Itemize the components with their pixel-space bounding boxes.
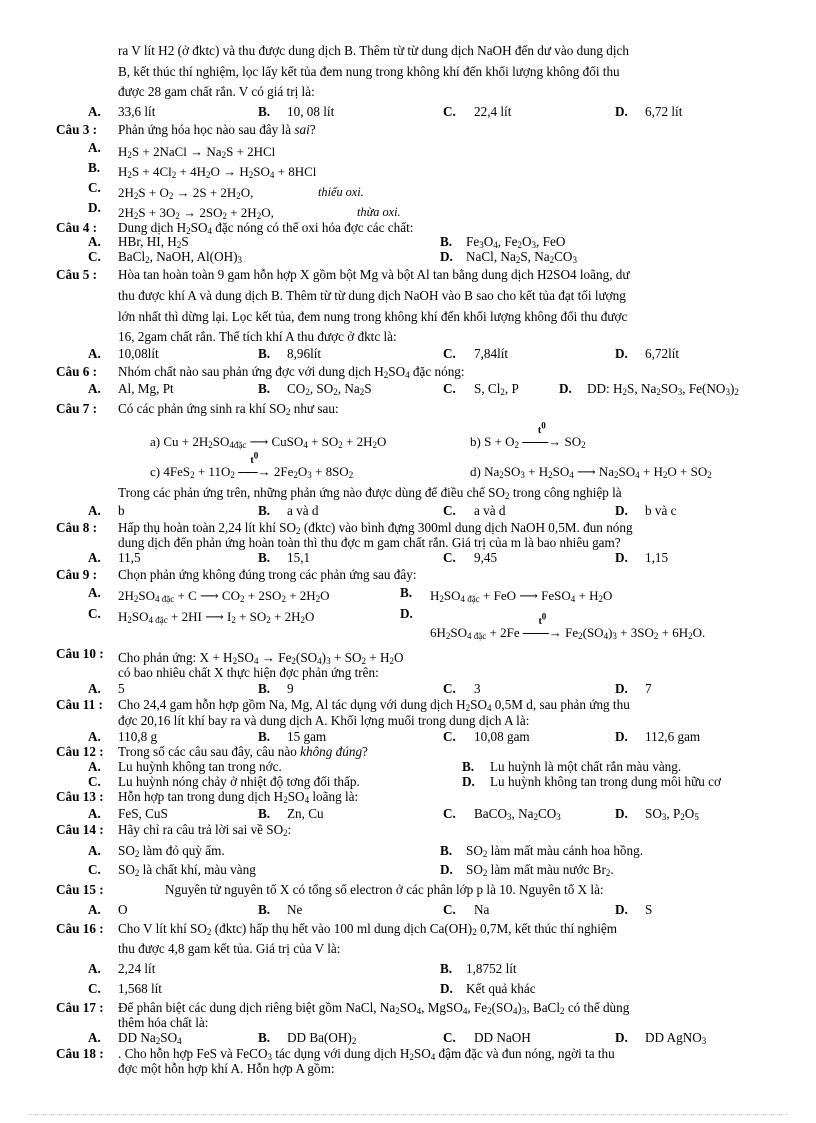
option-letter-b: B. — [258, 902, 271, 917]
option-letter-d: D. — [615, 729, 628, 744]
question-7-reaction-a: a) $Cu + 2H_2SO_{4đặc}$ ⟶ CuSO$_4$ + $SO_2 + 2H_2O$ — [150, 434, 387, 450]
arrow-icon: → — [261, 650, 275, 665]
question-11-option-b: 15 gam — [287, 729, 327, 744]
arrow-icon: ⟶ — [205, 609, 224, 624]
arrow-icon: ⟶ — [249, 434, 269, 449]
option-letter-b: B. — [462, 759, 475, 774]
option-letter-c: C. — [88, 180, 101, 195]
question-15-text: Nguyên tử nguyên tố X có tổng số electron ở các phân lớp p là 10. Nguyên tố X là: — [165, 882, 604, 897]
question-11-option-a: 110,8 g — [118, 729, 158, 744]
option-letter-b: B. — [258, 1030, 271, 1045]
intro-option-a: 33,6 lít — [118, 104, 156, 119]
question-9-option-a: $2H_2SO_{4 đặc} + C$ ⟶ $CO_2 + 2SO_2 + 2H_2O$ — [118, 588, 330, 604]
option-letter-a: A. — [88, 550, 101, 565]
option-letter-c: C. — [88, 774, 101, 789]
option-letter-a: A. — [88, 806, 101, 821]
question-5-label: Câu 5 : — [56, 267, 98, 282]
question-3-option-c: $2H_2S + O_2 \to 2S + 2H_2O$, — [118, 185, 254, 201]
question-12-option-c: Lu huỳnh nóng chảy ở nhiệt độ tơng đối thấp. — [118, 774, 360, 789]
question-9-option-d: $6H_2SO_{4 đặc} + 2Fe$ $t^0$ ⎯⎯⎯⎯→ $Fe_2(SO_4)_3 + 3SO_2 + 6H_2O$. — [430, 611, 706, 641]
question-16-label: Câu 16 : — [56, 921, 104, 936]
question-18-label: Câu 18 : — [56, 1046, 104, 1061]
question-13-label: Câu 13 : — [56, 789, 104, 804]
question-11-option-d: 112,6 gam — [645, 729, 701, 744]
question-15-label: Câu 15 : — [56, 882, 104, 897]
question-4-label: Câu 4 : — [56, 220, 98, 235]
question-6-option-c: S, $Cl_2$, P — [474, 381, 519, 397]
question-5-line-2: thu được khí A và dung dịch B. Thêm từ từ dung dịch NaOH vào B sao cho kết tủa đạt tối lượng — [118, 288, 626, 303]
page-bottom-divider — [28, 1114, 788, 1115]
question-17-line-1: Để phân biệt các dung dịch riêng biệt gồm NaCl, $Na_2SO_4$, MgSO$_4$, $Fe_2(SO_4)_3$, BaCl$_2$ có thể dùng — [118, 1000, 630, 1016]
option-letter-c: C. — [443, 503, 456, 518]
arrow-icon: $t^0$ ⎯⎯⎯→ — [238, 450, 271, 479]
arrow-icon: $t^0$ ⎯⎯⎯⎯→ — [522, 611, 562, 640]
question-7-option-c: a và d — [474, 503, 506, 518]
question-11-option-c: 10,08 gam — [474, 729, 530, 744]
question-14-label: Câu 14 : — [56, 822, 104, 837]
question-4-option-d: NaCl, $Na_2S$, $Na_2CO_3$ — [466, 249, 577, 265]
question-12-emphasis: không đúng — [300, 744, 363, 759]
option-letter-a: A. — [88, 1030, 101, 1045]
option-letter-c: C. — [443, 729, 456, 744]
question-13-option-b: Zn, Cu — [287, 806, 324, 821]
question-13-option-c: BaCO$_3$, $Na_2CO_3$ — [474, 806, 561, 822]
option-letter-a: A. — [88, 346, 101, 361]
question-10-option-d: 7 — [645, 681, 652, 696]
question-7-reaction-c: c) $4FeS_2 + 11O_2$ $t^0$ ⎯⎯⎯→ $2Fe_2O_3 + 8SO_2$ — [150, 450, 354, 480]
option-letter-b: B. — [440, 843, 453, 858]
question-13-text: Hỗn hợp tan trong dung dịch $H_2SO_4$ loãng là: — [118, 789, 359, 805]
question-6-option-d: DD: $H_2S$, $Na_2SO_3$, $Fe(NO_3)_2$ — [587, 381, 739, 397]
option-letter-a: A. — [88, 843, 101, 858]
question-16-line-2: thu được 4,8 gam kết tủa. Giá trị của V là: — [118, 941, 341, 956]
question-5-option-b: 8,96lít — [287, 346, 322, 361]
question-8-option-c: 9,45 — [474, 550, 498, 565]
question-5-option-c: 7,84lít — [474, 346, 509, 361]
option-letter-a: A. — [88, 585, 101, 600]
question-17-label: Câu 17 : — [56, 1000, 104, 1015]
question-3-emphasis: sai — [294, 122, 310, 137]
intro-line-3: được 28 gam chất rắn. V có giá trị là: — [118, 84, 315, 99]
question-15-option-b: Ne — [287, 902, 303, 917]
question-4-option-b: $Fe_3O_4$, $Fe_2O_3$, FeO — [466, 234, 566, 250]
option-letter-c: C. — [443, 1030, 456, 1045]
option-letter-b: B. — [258, 381, 271, 396]
question-7-reaction-b: b) $S + O_2$ $t^0$ ⎯⎯⎯⎯→ $SO_2$ — [470, 420, 586, 450]
option-letter-a: A. — [88, 729, 101, 744]
question-14-option-b: $SO_2$ làm mất màu cánh hoa hồng. — [466, 843, 644, 859]
question-12-option-a: Lu huỳnh không tan trong nớc. — [118, 759, 282, 774]
question-7-option-b: a và d — [287, 503, 319, 518]
question-6-text: Nhóm chất nào sau phản ứng đợc với dung dịch $H_2SO_4$ đặc nóng: — [118, 364, 465, 380]
question-17-option-d: DD AgNO$_3$ — [645, 1030, 707, 1046]
option-letter-d: D. — [462, 774, 475, 789]
option-letter-c: C. — [88, 981, 101, 996]
question-18-line-2: đợc một hỗn hợp khí A. Hỗn hợp A gồm: — [118, 1061, 335, 1076]
option-letter-b: B. — [258, 503, 271, 518]
option-letter-d: D. — [559, 381, 572, 396]
question-18-line-1: . Cho hỗn hợp FeS và FeCO$_3$ tác dụng với dung dịch $H_2SO_4$ đậm đặc và đun nóng, ngời ta thu — [118, 1046, 615, 1062]
option-letter-d: D. — [440, 981, 453, 996]
option-letter-a: A. — [88, 104, 101, 119]
question-11-line-2: đợc 20,16 lít khí bay ra và dung dịch A. Khối lợng muối trong dung dịch A là: — [118, 713, 530, 728]
question-17-line-2: thêm hóa chất là: — [118, 1015, 209, 1030]
question-8-line-2: dung dịch đến phản ứng hoàn toàn thì thu đợc m gam chất rắn. Giá trị của m là bao nhiêu gam? — [118, 535, 621, 550]
option-letter-a: A. — [88, 140, 101, 155]
option-letter-c: C. — [443, 550, 456, 565]
option-letter-a: A. — [88, 902, 101, 917]
intro-line-1: ra V lít H2 (ở đktc) và thu được dung dịch B. Thêm từ từ dung dịch NaOH đến dư vào dung dịch — [118, 43, 629, 58]
question-14-option-d: $SO_2$ làm mất màu nước $Br_2$. — [466, 862, 614, 878]
question-14-option-a: $SO_2$ làm đỏ quỳ ẩm. — [118, 843, 225, 859]
option-letter-b: B. — [258, 346, 271, 361]
option-letter-d: D. — [440, 249, 453, 264]
question-10-text: Cho phản ứng: $X + H_2SO_4 \to Fe_2(SO_4)_3 + SO_2 + H_2O$ — [118, 650, 404, 666]
question-4-option-a: HBr, HI, $H_2S$ — [118, 234, 189, 250]
option-letter-d: D. — [615, 550, 628, 565]
intro-option-c: 22,4 lít — [474, 104, 512, 119]
question-13-option-d: $SO_3$, $P_2O_5$ — [645, 806, 699, 822]
option-letter-c: C. — [443, 806, 456, 821]
question-5-option-d: 6,72lít — [645, 346, 680, 361]
question-6-option-a: Al, Mg, Pt — [118, 381, 174, 396]
option-letter-d: D. — [615, 104, 628, 119]
question-14-text: Hãy chỉ ra câu trả lời sai về $SO_2$: — [118, 822, 292, 838]
option-letter-b: B. — [400, 585, 413, 600]
option-letter-a: A. — [88, 381, 101, 396]
question-8-option-a: 11,5 — [118, 550, 141, 565]
option-letter-d: D. — [440, 862, 453, 877]
question-8-line-1: Hấp thụ hoàn toàn 2,24 lít khí $SO_2$ (đktc) vào bình đựng 300ml dung dịch NaOH 0,5M. đun nóng — [118, 520, 633, 536]
question-16-option-c: 1,568 lít — [118, 981, 162, 996]
question-10-label: Câu 10 : — [56, 646, 104, 661]
question-7-question: Trong các phản ứng trên, những phản ứng nào được dùng để điều chế $SO_2$ trong công nghiệp là — [118, 485, 622, 501]
option-letter-a: A. — [88, 234, 101, 249]
question-11-line-1: Cho 24,4 gam hỗn hợp gồm Na, Mg, Al tác dụng với dung dịch $H_2SO_4$ 0,5M d, sau phản ứng thu — [118, 697, 630, 713]
option-letter-d: D. — [88, 200, 101, 215]
question-12-label: Câu 12 : — [56, 744, 104, 759]
question-16-option-d: Kết quả khác — [466, 981, 536, 996]
option-letter-c: C. — [443, 104, 456, 119]
question-9-option-b: $H_2SO_{4 đặc}$ + FeO ⟶ FeSO$_4$ + $H_2O$ — [430, 588, 613, 604]
option-letter-d: D. — [615, 346, 628, 361]
question-7-label: Câu 7 : — [56, 401, 98, 416]
intro-option-d: 6,72 lít — [645, 104, 683, 119]
question-9-text: Chọn phản ứng không đúng trong các phản ứng sau đây: — [118, 567, 417, 582]
question-6-label: Câu 6 : — [56, 364, 98, 379]
option-letter-d: D. — [400, 606, 413, 621]
arrow-icon: ⟶ — [200, 588, 219, 603]
question-13-option-a: FeS, CuS — [118, 806, 168, 821]
question-12-text: Trong số các câu sau đây, câu nào không đúng? — [118, 744, 368, 759]
option-letter-d: D. — [615, 902, 628, 917]
arrow-icon: ⟶ — [576, 464, 596, 479]
option-letter-a: A. — [88, 961, 101, 976]
question-4-text: Dung dịch $H_2SO_4$ đặc nóng có thể oxi hóa đợc các chất: — [118, 220, 414, 236]
question-10-line-2: có bao nhiêu chất X thực hiện đợc phản ứng trên: — [118, 665, 379, 680]
question-9-label: Câu 9 : — [56, 567, 98, 582]
question-5-option-a: 10,08lít — [118, 346, 159, 361]
question-7-option-d: b và c — [645, 503, 677, 518]
intro-option-b: 10, 08 lít — [287, 104, 335, 119]
question-3-option-c-note: thiếu oxi. — [318, 185, 364, 199]
question-3-text: Phản ứng hóa học nào sau đây là sai? — [118, 122, 316, 137]
question-16-option-b: 1,8752 lít — [466, 961, 517, 976]
question-3-stem: Phản ứng hóa học nào sau đây là — [118, 122, 292, 137]
question-7-text: Có các phản ứng sinh ra khí $SO_2$ như sau: — [118, 401, 339, 417]
question-7-reaction-d: d) $Na_2SO_3 + H_2SO_4$ ⟶ $Na_2SO_4 + H_2O + SO_2$ — [470, 464, 712, 480]
question-8-label: Câu 8 : — [56, 520, 98, 535]
question-15-option-c: Na — [474, 902, 490, 917]
question-15-option-d: S — [645, 902, 653, 917]
question-17-option-c: DD NaOH — [474, 1030, 531, 1045]
question-3-option-a: $H_2S$ + 2NaCl → $Na_2S + 2HCl$ — [118, 144, 276, 160]
option-letter-b: B. — [440, 961, 453, 976]
question-10-option-b: 9 — [287, 681, 294, 696]
option-letter-a: A. — [88, 503, 101, 518]
question-16-option-a: 2,24 lít — [118, 961, 156, 976]
option-letter-b: B. — [258, 681, 271, 696]
question-15-option-a: O — [118, 902, 128, 917]
question-8-option-d: 1,15 — [645, 550, 669, 565]
option-letter-b: B. — [258, 806, 271, 821]
question-5-line-1: Hòa tan hoàn toàn 9 gam hỗn hợp X gồm bột Mg và bột Al tan bằng dung dịch H2SO4 loãng, dư — [118, 267, 630, 282]
option-letter-c: C. — [88, 249, 101, 264]
arrow-icon: ⟶ — [519, 588, 538, 603]
question-12-option-d: Lu huỳnh không tan trong dung môi hữu cơ — [490, 774, 721, 789]
question-12-option-b: Lu huỳnh là một chất rắn màu vàng. — [490, 759, 682, 774]
option-letter-c: C. — [443, 681, 456, 696]
option-letter-c: C. — [443, 902, 456, 917]
option-letter-c: C. — [88, 606, 101, 621]
question-12-stem: Trong số các câu sau đây, câu nào — [118, 744, 297, 759]
question-7-option-a: b — [118, 503, 125, 518]
option-letter-b: B. — [258, 729, 271, 744]
question-16-line-1: Cho V lít khí $SO_2$ (đktc) hấp thụ hết vào 100 ml dung dịch $Ca(OH)_2$ 0,7M, kết thúc thí nghiệm — [118, 921, 617, 937]
heat-label: $t^0$ — [250, 450, 259, 466]
question-14-option-c: $SO_2$ là chất khí, màu vàng — [118, 862, 256, 878]
option-letter-d: D. — [615, 806, 628, 821]
question-6-option-b: $CO_2$, $SO_2$, $Na_2S$ — [287, 381, 372, 397]
option-letter-a: A. — [88, 681, 101, 696]
question-3-option-d: $2H_2S + 3O_2 \to 2SO_2 + 2H_2O$, — [118, 205, 274, 221]
heat-label: $t^0$ — [538, 611, 547, 627]
question-10-option-a: 5 — [118, 681, 125, 696]
question-3-option-b: $H_2S + 4Cl_2 + 4H_2O \to H_2SO_4 + 8HCl$ — [118, 164, 317, 180]
option-letter-c: C. — [443, 381, 456, 396]
question-17-option-b: DD $Ba(OH)_2$ — [287, 1030, 357, 1046]
intro-line-2: B, kết thúc thí nghiệm, lọc lấy kết tủa đem nung trong không khí đến khối lượng không đổi thu — [118, 64, 620, 79]
question-17-option-a: DD $Na_2SO_4$ — [118, 1030, 182, 1046]
option-letter-d: D. — [615, 1030, 628, 1045]
heat-label: $t^0$ — [537, 420, 546, 436]
question-11-label: Câu 11 : — [56, 697, 103, 712]
question-3-option-d-note: thừa oxi. — [357, 205, 401, 219]
option-letter-c: C. — [88, 862, 101, 877]
question-4-option-c: BaCl$_2$, NaOH, $Al(OH)_3$ — [118, 249, 243, 265]
question-5-line-3: lớn nhất thì dừng lại. Lọc kết tủa, đem nung trong không khí đến khối lượng không đổi thu được — [118, 309, 628, 324]
option-letter-d: D. — [615, 681, 628, 696]
question-9-option-c: $H_2SO_{4 đặc} + 2HI$ ⟶ $I_2 + SO_2 + 2H_2O$ — [118, 609, 315, 625]
option-letter-b: B. — [258, 104, 271, 119]
question-10-option-c: 3 — [474, 681, 481, 696]
option-letter-b: B. — [258, 550, 271, 565]
option-letter-d: D. — [615, 503, 628, 518]
question-3-label: Câu 3 : — [56, 122, 98, 137]
arrow-icon: $t^0$ ⎯⎯⎯⎯→ — [522, 420, 562, 449]
option-letter-c: C. — [443, 346, 456, 361]
option-letter-b: B. — [440, 234, 453, 249]
option-letter-a: A. — [88, 759, 101, 774]
question-8-option-b: 15,1 — [287, 550, 311, 565]
option-letter-b: B. — [88, 160, 101, 175]
question-5-line-4: 16, 2gam chất rắn. Thể tích khí A thu được ở đktc là: — [118, 329, 397, 344]
